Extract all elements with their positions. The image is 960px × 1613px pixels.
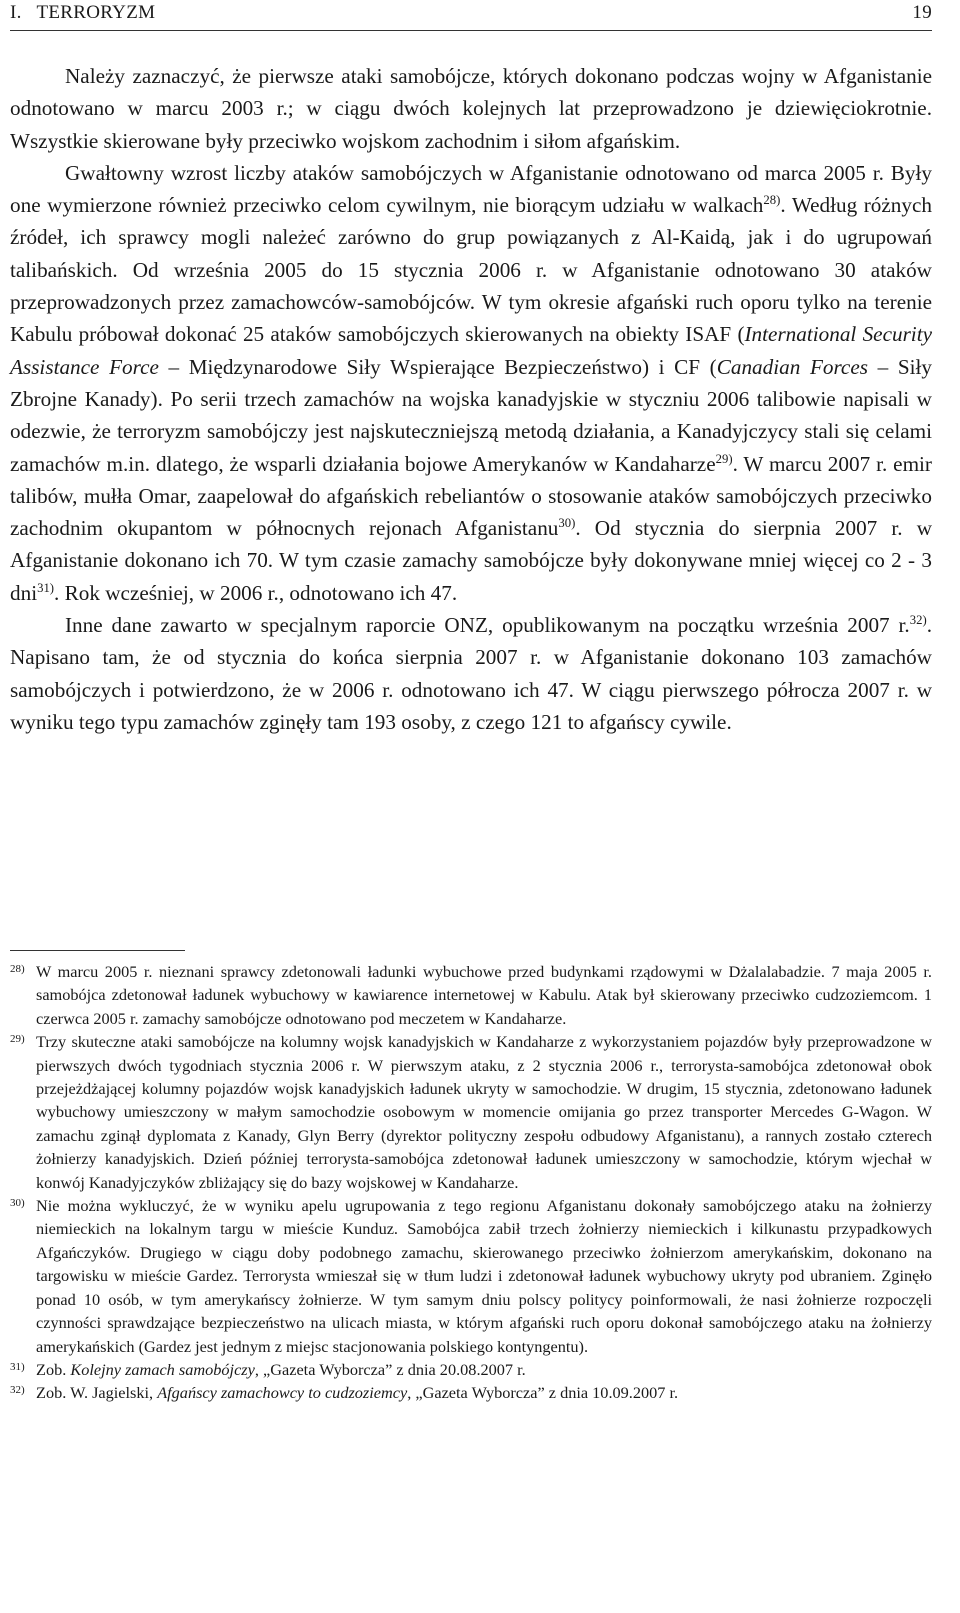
footnote-ref-31[interactable]: 31)	[37, 580, 55, 595]
footnote-source: , „Gazeta Wyborcza” z dnia 10.09.2007 r.	[407, 1383, 679, 1403]
section-title: I. TERRORYZM	[10, 2, 156, 23]
footnote-ref-28[interactable]: 28)	[763, 193, 781, 208]
paragraph-2-text-a: Gwałtowny wzrost liczby ataków samobójczych w Afganistanie odnotowano od marca 2005 r. Były one wymierzone również przeciwko celom cywilnym, nie biorącym udziału w walkach	[10, 160, 932, 218]
footnote-number: 30)	[10, 1197, 25, 1210]
footnote-31	[10, 1358, 932, 1381]
footnote-number: 32)	[10, 1384, 25, 1397]
footnote-text: W marcu 2005 r. nieznani sprawcy zdetonowali ładunki wybuchowe przed budynkami rządowymi w Dżalalabadzie. 7 maja 2005 r. samobójca zdetonował ładunek wybuchowy w kawiarence internetowej w Kabulu. Atak był skierowany przeciwko cudzoziemcom. 1 czerwca 2005 r. zamachy samobójcze odnotowano pod meczetem w Kandaharze.	[36, 962, 932, 1028]
footnote-number: 29)	[10, 1033, 25, 1046]
footnotes	[10, 960, 932, 1405]
paragraph-2-text-c: – Międzynarodowe Siły Wspierające Bezpieczeństwo) i CF (	[158, 354, 717, 379]
footnote-text: Nie można wykluczyć, że w wyniku apelu ugrupowania z tego regionu Afganistanu dokonały samobójczego ataku na żołnierzy niemieckich na lokalnym targu w mieście Kunduz. Samobójca zabił trzech żołnierzy niemieckich i kilkunastu przypadkowych Afgańczyków. Drugiego w ciągu doby podobnego zamachu, skierowanego przeciwko żołnierzom amerykańskim, dokonano na targowisku w mieście Gardez. Terrorysta wmieszał się w tłum ludzi i zdetonował ładunek wybuchowy ukryty pod ubraniem. Zginęło ponad 10 osób, w tym amerykańscy żołnierze. W tym samym dniu polscy politycy poinformowali, że nasi żołnierze rozpoczęli czynności sprawdzające bezpieczeństwo na ulicach miasta, w którym afgański ruch oporu dokonał samobójczego ataku na żołnierzy amerykańskich (Gardez jest jednym z miejsc stacjonowania polskiego kontyngentu).	[36, 1196, 932, 1356]
footnote-32	[10, 1381, 932, 1404]
paragraph-3-text-a: Inne dane zawarto w specjalnym raporcie ONZ, opublikowanym na początku września 2007 r.	[65, 613, 910, 638]
footnote-prefix: Zob.	[36, 1359, 71, 1379]
footnote-source: , „Gazeta Wyborcza” z dnia 20.08.2007 r.	[254, 1359, 526, 1379]
footnote-ref-29[interactable]: 29)	[715, 451, 733, 466]
main-text	[10, 60, 932, 738]
footnote-ref-30[interactable]: 30)	[558, 516, 576, 531]
cited-article-title: Kolejny zamach samobójczy	[70, 1359, 255, 1379]
paragraph-2-text-g: . Rok wcześniej, w 2006 r., odnotowano ich 47.	[54, 580, 458, 605]
paragraph-1	[10, 60, 932, 157]
paragraph-2-text-b: . Według różnych źródeł, ich sprawcy mogli należeć zarówno do grup powiązanych z Al-Kaidą, jak i do ugrupowań talibańskich. Od września 2005 do 15 stycznia 2006 r. w Afganistanie odnotowano 30 ataków przeprowadzonych przez zamachowców-samobójców. W tym okresie afgański ruch oporu tylko na terenie Kabulu próbował dokonać 25 ataków samobójczych skierowanych na obiekty ISAF (	[10, 193, 932, 347]
paragraph-1-text: Należy zaznaczyć, że pierwsze ataki samobójcze, których dokonano podczas wojny w Afganistanie odnotowano w marcu 2003 r.; w ciągu dwóch kolejnych lat przeprowadzono je dziewięciokrotnie. Wszystkie skierowane były przeciwko wojskom zachodnim i siłom afgańskim.	[10, 64, 932, 153]
footnote-number: 28)	[10, 963, 25, 975]
footnote-ref-32[interactable]: 32)	[909, 612, 927, 627]
cf-full-name: Canadian Forces	[716, 354, 868, 379]
isaf-full-name: International Security Assistance Force	[10, 322, 932, 379]
paragraph-2-text-f: . Od stycznia do sierpnia 2007 r. w Afganistanie dokonano ich 70. W tym czasie zamachy samobójcze były dokonywane mniej więcej co 2 - 3 dni	[10, 516, 932, 605]
footnote-30	[10, 1194, 932, 1358]
footnote-28	[10, 960, 932, 1030]
paragraph-2-text-d: – Siły Zbrojne Kanady). Po serii trzech zamachów na wojska kanadyjskie w styczniu 2006 talibowie napisali w odezwie, że terroryzm samobójczy jest najskuteczniejszą metodą działania, a Kanadyjczycy stali się celami zamachów m.in. dlatego, że wsparli działania bojowe Amerykanów w Kandaharze	[10, 354, 932, 476]
paragraph-3	[10, 609, 932, 738]
footnote-separator	[10, 950, 185, 951]
footnote-number: 31)	[10, 1360, 25, 1373]
paragraph-2	[10, 157, 932, 609]
cited-article-title: Afgańscy zamachowcy to cudzoziemcy	[157, 1383, 408, 1403]
running-header	[10, 2, 932, 31]
footnote-29	[10, 1030, 932, 1194]
paragraph-3-text-b: . Napisano tam, że od stycznia do końca sierpnia 2007 r. w Afganistanie dokonano 103 zamachów samobójczych i potwierdzono, że w 2006 r. odnotowano ich 47. W ciągu pierwszego półrocza 2007 r. w wyniku tego typu zamachów zginęły tam 193 osoby, z czego 121 to afgańscy cywile.	[10, 613, 932, 734]
footnote-text: Trzy skuteczne ataki samobójcze na kolumny wojsk kanadyjskich w Kandaharze z wykorzystaniem pojazdów były przeprowadzone w pierwszych dwóch tygodniach stycznia 2006 r. W pierwszym ataku, z 2 stycznia 2006 r., terrorysta-samobójca zdetonował obok przejeżdżającej kolumny pojazdów wojsk kanadyjskich ładunek ukryty w samochodzie. W drugim, 15 stycznia, zdetonowano ładunek wybuchowy umieszczony w małym samochodzie osobowym w momencie omijania go przez transporter Mercedes G-Wagon. W zamachu zginął dyplomata z Kanady, Glyn Berry (dyrektor polityczny zespołu odbudowy Afganistanu), a rannych zostało czterech żołnierzy kanadyjskich. Dzień później terrorysta-samobójca zdetonował ładunek umieszczony w samochodzie, którym wjechał w konwój Kanadyjczyków zbliżający się do bazy wojskowej w Kandaharze.	[36, 1032, 932, 1192]
footnote-prefix: Zob. W. Jagielski,	[36, 1383, 158, 1403]
paragraph-2-text-e: . W marcu 2007 r. emir talibów, mułła Omar, zaapelował do afgańskich rebeliantów o stosowanie ataków samobójczych przeciwko zachodnim okupantom w północnych rejonach Afganistanu	[10, 451, 932, 541]
page-number: 19	[912, 2, 932, 23]
